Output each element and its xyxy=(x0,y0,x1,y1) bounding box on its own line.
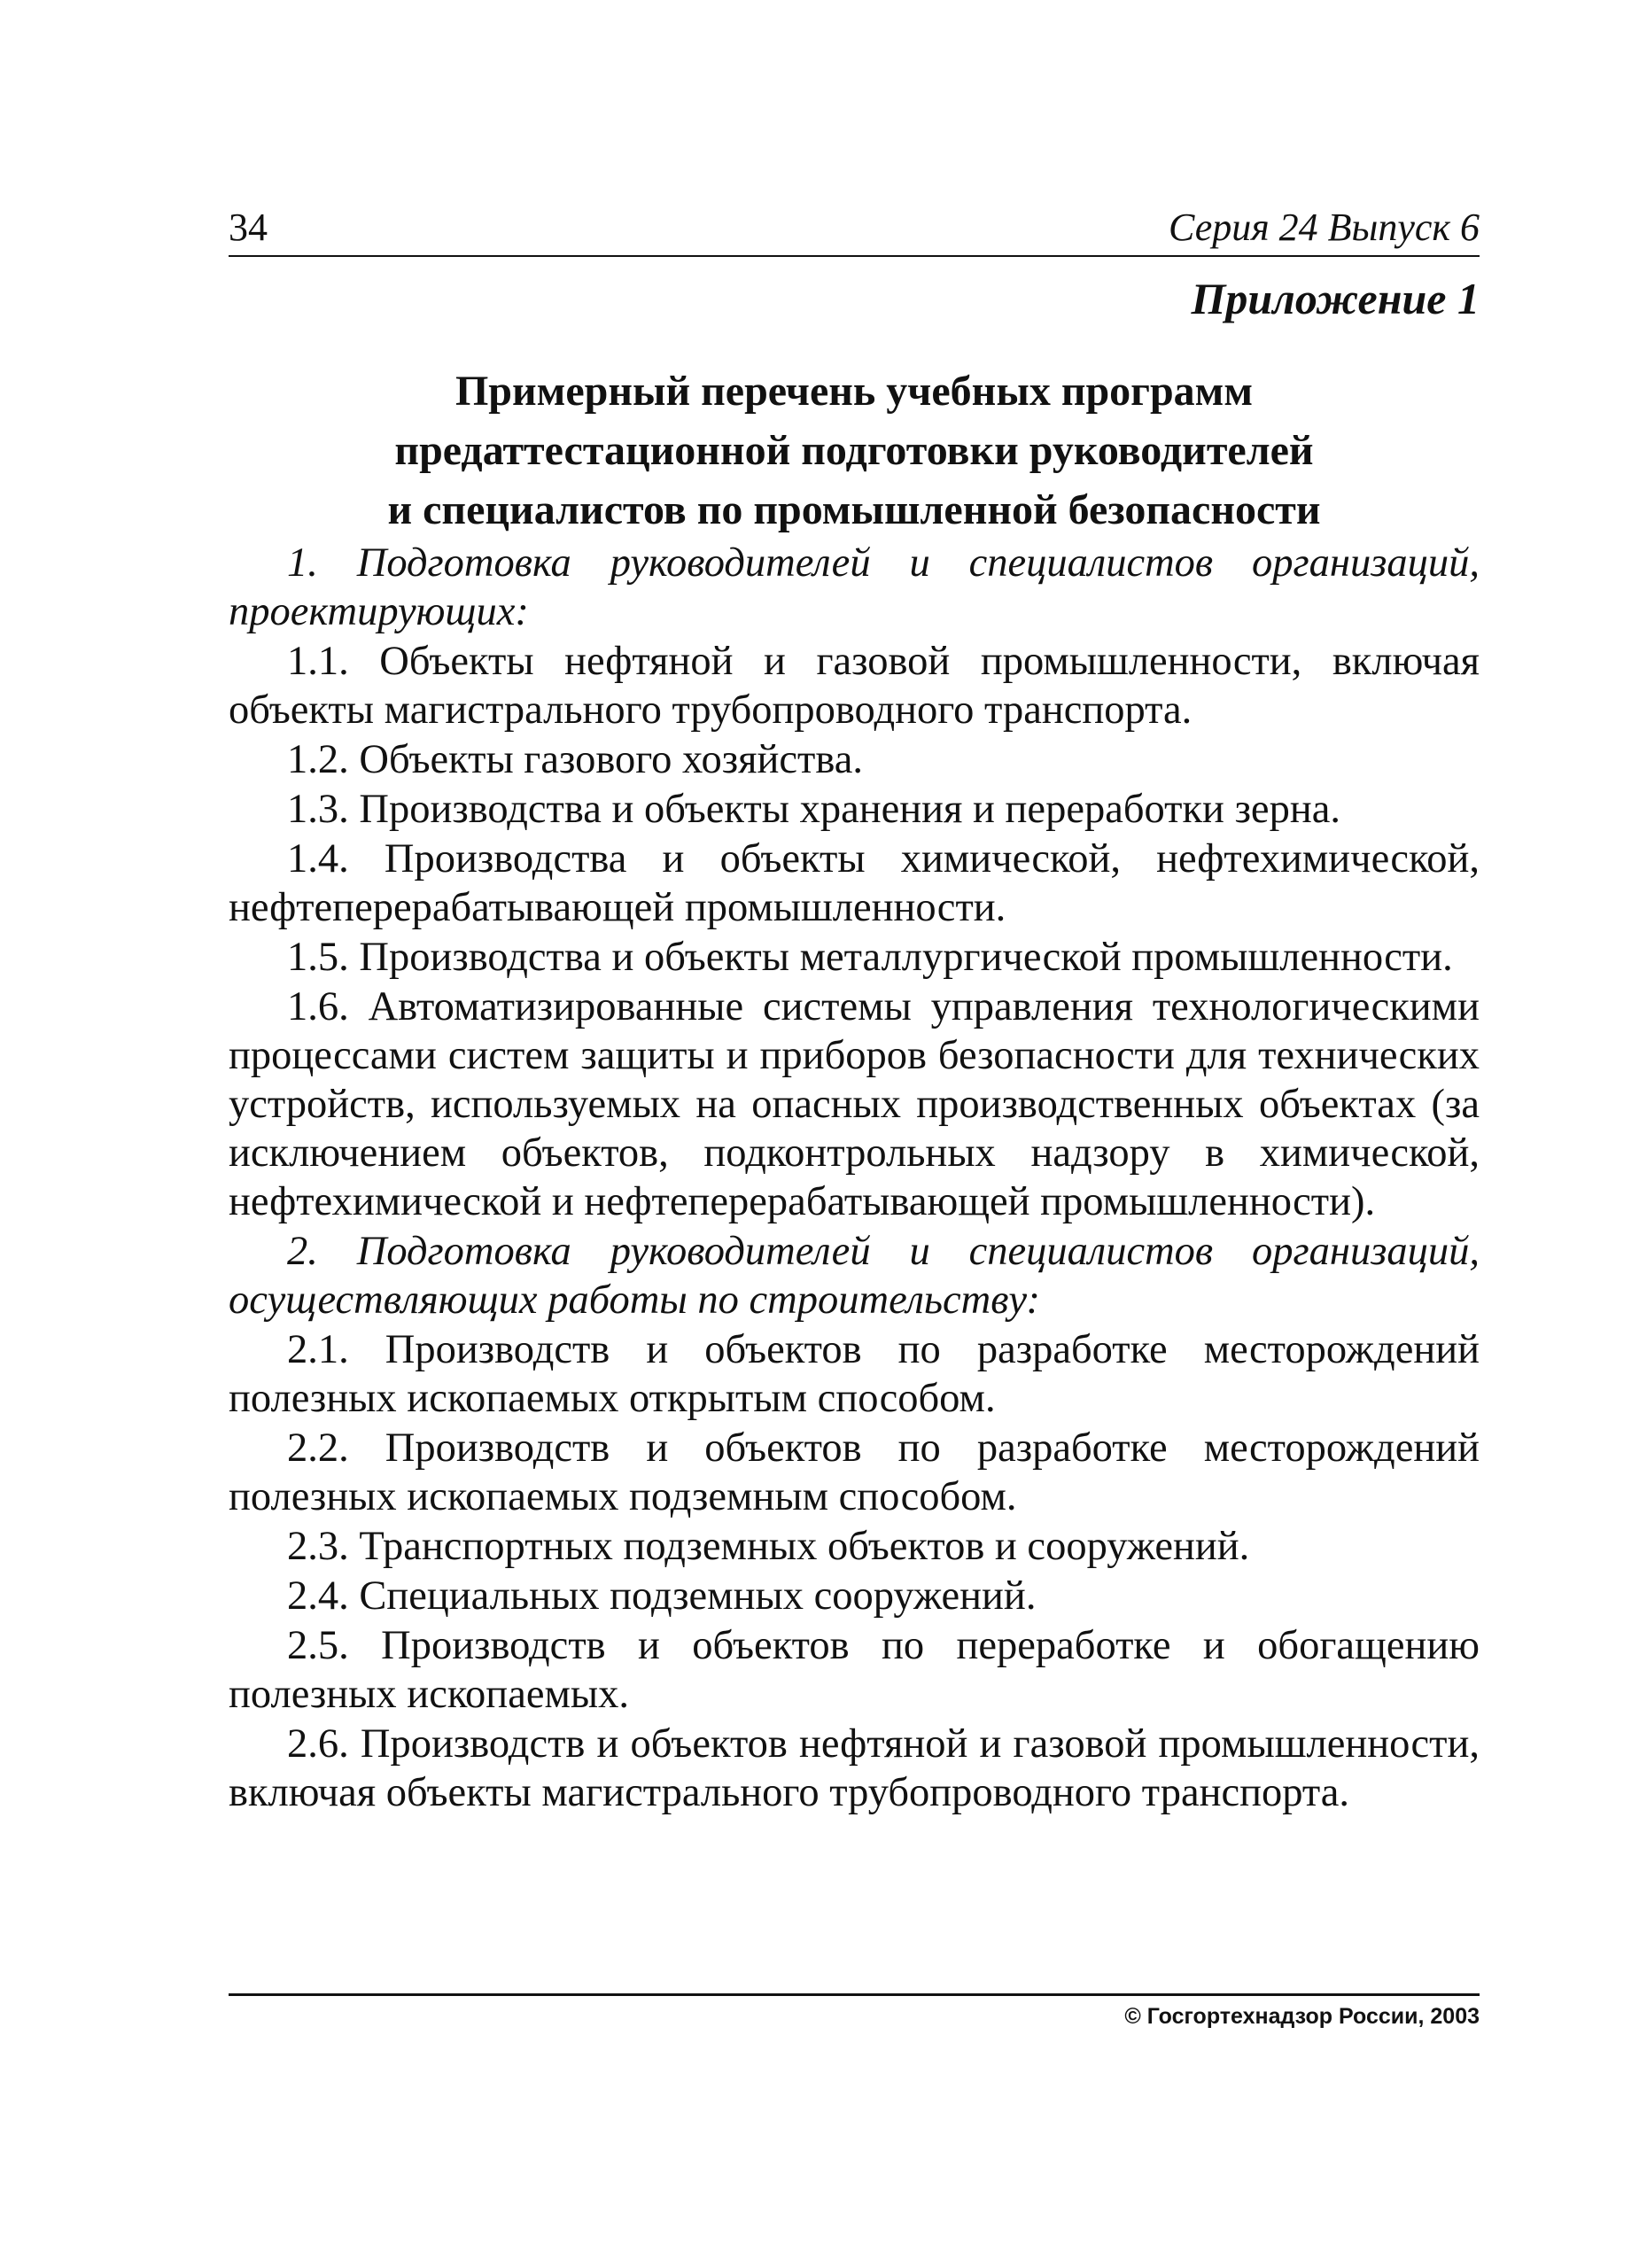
document-title xyxy=(229,361,1480,540)
document-body xyxy=(229,539,1480,1817)
list-item-2-5: 2.5. Производств и объектов по переработке и обогащению полезных ископаемых. xyxy=(229,1623,1480,1717)
list-item-2-3: 2.3. Транспортных подземных объектов и сооружений. xyxy=(287,1524,1250,1569)
section-heading-1: 1. Подготовка руководителей и специалистов организаций, проектирующих: xyxy=(229,540,1480,634)
appendix-label: Приложение 1 xyxy=(1191,274,1480,323)
list-item-1-5: 1.5. Производства и объекты металлургической промышленности. xyxy=(287,935,1453,980)
footer-divider xyxy=(229,1993,1480,1996)
title-line: и специалистов по промышленной безопасности xyxy=(387,486,1321,533)
list-item-2-6: 2.6. Производств и объектов нефтяной и газовой промышленности, включая объекты магистрального трубопроводного транспорта. xyxy=(229,1721,1480,1815)
list-item-2-1: 2.1. Производств и объектов по разработке месторождений полезных ископаемых открытым способом. xyxy=(229,1327,1480,1421)
copyright-notice: © Госгортехнадзор России, 2003 xyxy=(1124,2004,1480,2029)
list-item-2-4: 2.4. Специальных подземных сооружений. xyxy=(287,1573,1037,1619)
section-heading-2: 2. Подготовка руководителей и специалистов организаций, осуществляющих работы по строительству: xyxy=(229,1229,1480,1323)
series-label: Серия 24 Выпуск 6 xyxy=(1169,206,1480,249)
list-item-1-1: 1.1. Объекты нефтяной и газовой промышленности, включая объекты магистрального трубопроводного транспорта. xyxy=(229,639,1480,733)
list-item-1-4: 1.4. Производства и объекты химической, нефтехимической, нефтеперерабатывающей промышленности. xyxy=(229,836,1480,930)
page-header xyxy=(229,202,1480,257)
list-item-1-3: 1.3. Производства и объекты хранения и переработки зерна. xyxy=(287,787,1340,832)
list-item-2-2: 2.2. Производств и объектов по разработке месторождений полезных ископаемых подземным способом. xyxy=(229,1425,1480,1519)
list-item-1-6: 1.6. Автоматизированные системы управления технологическими процессами систем защиты и приборов безопасности для технических устройств, используемых на опасных производственных объектах (за исключением объектов, подконтрольных надзору в химической, нефтехимической и нефтеперерабатывающей промышленности). xyxy=(229,984,1480,1224)
title-line: предаттестационной подготовки руководителей xyxy=(394,427,1314,474)
list-item-1-2: 1.2. Объекты газового хозяйства. xyxy=(287,737,863,782)
title-line: Примерный перечень учебных программ xyxy=(454,368,1254,415)
page-number: 34 xyxy=(229,206,268,249)
